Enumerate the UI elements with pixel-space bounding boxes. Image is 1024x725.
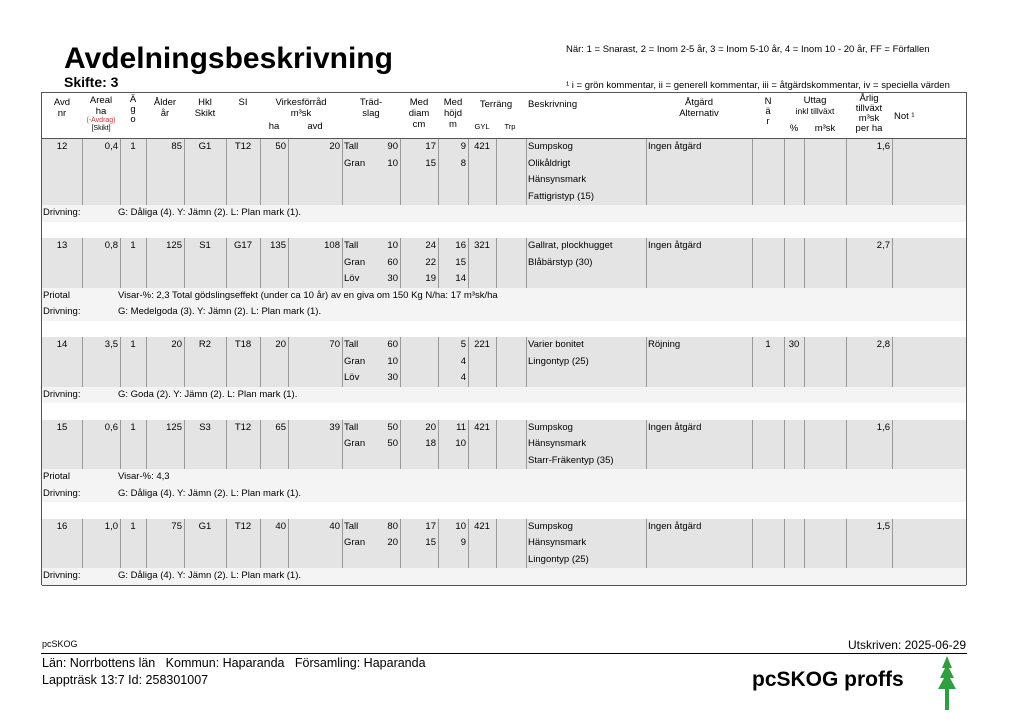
cell-tree-pct: 30: [387, 372, 398, 383]
cell-hkl: S3: [199, 421, 211, 433]
footer-property: Lappträsk 13:7 Id: 258301007: [42, 673, 209, 687]
row-note-text: G: Dåliga (4). Y: Jämn (2). L: Plan mark (1).: [118, 487, 302, 499]
column-divider: [892, 519, 893, 569]
page-title: Avdelningsbeskrivning: [64, 42, 393, 75]
cell-tree-species: Gran: [344, 537, 366, 548]
cell-vol-avd: 20: [329, 141, 340, 152]
column-divider: [752, 238, 753, 288]
hdr-arlig: Årlig: [859, 93, 879, 104]
cell-diam: 19: [425, 273, 436, 284]
cell-tree-pct: 10: [387, 157, 398, 169]
cell-description: Starr-Fräkentyp (35): [528, 454, 614, 466]
cell-height: 9: [460, 141, 466, 152]
column-divider: [342, 519, 343, 569]
cell-gyl: 421: [474, 520, 490, 532]
cell-atgard: Ingen åtgärd: [648, 141, 702, 152]
hdr-slag: slag: [362, 108, 380, 119]
cell-description: Hänsynsmark: [528, 537, 587, 548]
cell-tillvaxt: 2,8: [876, 339, 890, 350]
hdr-alternativ: Alternativ: [679, 108, 719, 119]
cell-vol-ha: 20: [275, 339, 286, 350]
cell-description: Lingontyp (25): [528, 355, 589, 367]
cell-hkl: G1: [198, 520, 212, 532]
legend-not: ¹ i = grön kommentar, ii = generell kommentar, iii = åtgärdskommentar, iv = speciella värden: [566, 80, 950, 91]
cell-description: Sumpskog: [528, 520, 573, 532]
cell-tree-pct: 10: [387, 240, 398, 251]
cell-height: 16: [455, 240, 466, 251]
hdr-perha: per ha: [855, 123, 883, 134]
cell-ago: 1: [130, 421, 136, 433]
cell-description: Lingontyp (25): [528, 553, 589, 565]
footer-printed: Utskriven: 2025-06-29: [847, 638, 966, 652]
cell-vol-avd: 108: [324, 240, 340, 251]
footer-location: Län: Norrbottens län Kommun: Haparanda Församling: Haparanda: [42, 656, 426, 670]
row-note-text: Visar-%: 4,3: [118, 471, 170, 482]
column-divider: [526, 238, 527, 288]
column-divider: [342, 337, 343, 387]
column-divider: [804, 337, 805, 387]
cell-description: Hänsynsmark: [528, 438, 587, 449]
row-note: [42, 205, 966, 222]
hdr-uttag: Uttag: [803, 95, 827, 106]
column-divider: [526, 337, 527, 387]
column-divider: [526, 420, 527, 470]
cell-tree-pct: 30: [387, 273, 398, 284]
cell-uttag-pct: 30: [788, 339, 800, 350]
cell-diam: 18: [425, 438, 436, 449]
cell-height: 8: [460, 157, 466, 169]
cell-nar: 1: [765, 339, 771, 350]
stand-table: [41, 92, 967, 585]
column-divider: [752, 420, 753, 470]
hdr-v-ha: ha: [268, 121, 280, 132]
hdr-m3sk: m³sk: [290, 108, 312, 119]
cell-tillvaxt: 1,6: [876, 141, 890, 152]
cell-atgard: Ingen åtgärd: [648, 240, 702, 251]
hdr-a-m3sk: m³sk: [858, 113, 880, 124]
cell-height: 5: [460, 339, 466, 350]
cell-diam: 17: [425, 520, 436, 532]
row-note: [42, 469, 966, 486]
cell-description: Olikåldrigt: [528, 157, 571, 169]
hdr-not: Not ¹: [894, 111, 915, 122]
hdr-beskrivning: Beskrivning: [528, 99, 578, 110]
cell-areal: 0,6: [104, 421, 118, 433]
hdr-atgard: Åtgärd: [685, 97, 713, 108]
cell-ago: 1: [130, 520, 136, 532]
page-subtitle: Skifte: 3: [64, 74, 119, 90]
cell-height: 4: [460, 372, 466, 383]
footer-rule: [41, 653, 967, 654]
cell-vol-avd: 70: [329, 339, 340, 350]
hdr-areal: Areal: [89, 95, 113, 106]
cell-alder: 75: [171, 520, 182, 532]
cell-height: 14: [455, 273, 466, 284]
row-note: [42, 387, 966, 404]
column-divider: [892, 139, 893, 205]
cell-height: 9: [460, 537, 466, 548]
table-end-rule: [42, 585, 966, 586]
row-note-label: Drivning:: [43, 207, 81, 218]
cell-vol-ha: 65: [275, 421, 286, 433]
hdr-ha: ha: [95, 106, 107, 117]
column-divider: [646, 337, 647, 387]
cell-tree-species: Tall: [344, 421, 359, 433]
row-note-label: Drivning:: [43, 388, 81, 400]
column-divider: [496, 139, 497, 205]
column-divider: [804, 420, 805, 470]
column-divider: [784, 420, 785, 470]
hdr-skikt-small: [Skikt]: [91, 125, 111, 132]
cell-tillvaxt: 1,5: [876, 520, 890, 532]
hdr-cm: cm: [412, 119, 426, 130]
hdr-inkl: inkl tillväxt: [795, 106, 835, 116]
cell-tree-pct: 20: [387, 537, 398, 548]
cell-description: Sumpskog: [528, 141, 573, 152]
column-divider: [496, 420, 497, 470]
cell-atgard: Ingen åtgärd: [648, 421, 702, 433]
column-divider: [804, 519, 805, 569]
column-divider: [804, 139, 805, 205]
cell-si: T18: [234, 339, 252, 350]
cell-hkl: R2: [198, 339, 212, 350]
cell-avd: 12: [56, 141, 68, 152]
row-note: [42, 304, 966, 321]
cell-hkl: S1: [199, 240, 211, 251]
cell-gyl: 421: [474, 141, 490, 152]
hdr-hojd: höjd: [444, 108, 462, 119]
column-divider: [400, 337, 401, 387]
column-divider: [342, 139, 343, 205]
cell-description: Hänsynsmark: [528, 174, 587, 185]
cell-tree-pct: 10: [387, 355, 398, 367]
cell-tree-pct: 50: [387, 421, 398, 433]
hdr-virke: Virkesförråd: [275, 97, 327, 108]
row-note-label: Priotal: [43, 471, 70, 482]
cell-areal: 0,8: [104, 240, 118, 251]
row-note-label: Drivning:: [43, 487, 81, 499]
hdr-nr: nr: [57, 108, 67, 119]
cell-height: 10: [455, 438, 466, 449]
column-divider: [646, 420, 647, 470]
row-note: [42, 288, 966, 305]
cell-tillvaxt: 1,6: [876, 421, 890, 433]
cell-diam: 20: [425, 421, 436, 433]
cell-diam: 22: [425, 256, 436, 268]
cell-avd: 16: [56, 520, 68, 532]
cell-description: Blåbärstyp (30): [528, 256, 593, 268]
cell-alder: 20: [171, 339, 182, 350]
row-note-text: Visar-%: 2,3 Total gödslingseffekt (under ca 10 år) av en giva om 150 Kg N/ha: 17 m³sk/ha: [118, 289, 498, 301]
cell-si: T12: [234, 520, 252, 532]
cell-areal: 1,0: [104, 520, 118, 532]
cell-description: Varier bonitet: [528, 339, 584, 350]
cell-tree-species: Gran: [344, 355, 366, 367]
cell-areal: 3,5: [104, 339, 118, 350]
cell-tree-species: Löv: [344, 372, 360, 383]
cell-si: G17: [234, 240, 252, 251]
row-note: [42, 486, 966, 503]
column-divider: [496, 238, 497, 288]
hdr-tillvaxt: tillväxt: [855, 103, 883, 114]
hdr-diam: diam: [408, 108, 430, 119]
column-divider: [646, 238, 647, 288]
column-divider: [526, 139, 527, 205]
row-note-label: Drivning:: [43, 306, 81, 317]
cell-alder: 85: [171, 141, 182, 152]
hdr-gyl: GYL: [474, 122, 490, 131]
cell-avd: 15: [56, 421, 68, 433]
hdr-meddiam: Med: [409, 97, 429, 108]
column-divider: [496, 337, 497, 387]
cell-vol-avd: 39: [329, 421, 340, 433]
cell-ago: 1: [130, 141, 136, 152]
cell-height: 4: [460, 355, 466, 367]
cell-vol-ha: 50: [275, 141, 286, 152]
cell-tree-species: Tall: [344, 339, 359, 350]
cell-tree-species: Löv: [344, 273, 360, 284]
brand-name: pcSKOG proffs: [752, 668, 904, 691]
cell-si: T12: [234, 421, 252, 433]
hdr-avdrag: (-Avdrag): [86, 117, 116, 124]
column-divider: [892, 238, 893, 288]
cell-vol-ha: 135: [270, 240, 286, 251]
cell-tree-species: Tall: [344, 520, 359, 532]
cell-tree-species: Tall: [344, 141, 359, 152]
column-divider: [342, 420, 343, 470]
column-divider: [892, 337, 893, 387]
cell-alder: 125: [166, 421, 182, 433]
hdr-v-avd: avd: [307, 121, 323, 132]
column-divider: [342, 238, 343, 288]
tree-icon: [936, 656, 958, 710]
column-divider: [892, 420, 893, 470]
row-note-text: G: Goda (2). Y: Jämn (2). L: Plan mark (1).: [118, 388, 298, 400]
hdr-pct: %: [789, 123, 799, 134]
footer-app: pcSKOG: [42, 639, 78, 649]
cell-tree-species: Gran: [344, 157, 366, 169]
column-divider: [646, 139, 647, 205]
hdr-ar: år: [160, 108, 170, 119]
row-note-text: G: Dåliga (4). Y: Jämn (2). L: Plan mark (1).: [118, 570, 302, 581]
cell-gyl: 421: [474, 421, 490, 433]
cell-atgard: Röjning: [648, 339, 681, 350]
cell-ago: 1: [130, 339, 136, 350]
column-divider: [752, 519, 753, 569]
cell-description: Fattigristyp (15): [528, 190, 594, 202]
cell-description: Gallrat, plockhugget: [528, 240, 613, 251]
row-note-text: G: Dåliga (4). Y: Jämn (2). L: Plan mark (1).: [118, 207, 302, 218]
cell-diam: 17: [425, 141, 436, 152]
column-divider: [496, 519, 497, 569]
column-divider: [784, 139, 785, 205]
cell-tree-species: Gran: [344, 438, 366, 449]
hdr-nar: N ä r: [764, 96, 772, 127]
cell-areal: 0,4: [104, 141, 118, 152]
row-note-text: G: Medelgoda (3). Y: Jämn (2). L: Plan mark (1).: [118, 306, 322, 317]
cell-tree-species: Tall: [344, 240, 359, 251]
cell-diam: 15: [425, 537, 436, 548]
cell-tillvaxt: 2,7: [876, 240, 890, 251]
cell-atgard: Ingen åtgärd: [648, 520, 702, 532]
cell-tree-pct: 90: [387, 141, 398, 152]
hdr-trp: Trp: [504, 122, 516, 131]
cell-vol-avd: 40: [329, 520, 340, 532]
cell-tree-pct: 50: [387, 438, 398, 449]
hdr-m: m: [449, 119, 457, 130]
hdr-ago: Ä g o: [129, 94, 137, 125]
hdr-terrang: Terräng: [479, 99, 513, 110]
cell-tree-pct: 60: [387, 256, 398, 268]
row-note-label: Drivning:: [43, 570, 81, 581]
cell-height: 15: [455, 256, 466, 268]
cell-height: 11: [456, 421, 466, 433]
cell-height: 10: [455, 520, 466, 532]
cell-gyl: 321: [474, 240, 490, 251]
cell-vol-ha: 40: [275, 520, 286, 532]
hdr-alder: Ålder: [153, 97, 177, 108]
cell-alder: 125: [166, 240, 182, 251]
cell-hkl: G1: [198, 141, 212, 152]
cell-si: T12: [234, 141, 252, 152]
hdr-si: SI: [238, 97, 248, 108]
column-divider: [526, 519, 527, 569]
cell-tree-pct: 60: [387, 339, 398, 350]
hdr-trad: Träd-: [359, 97, 383, 108]
column-divider: [784, 238, 785, 288]
row-note: [42, 568, 966, 585]
table-header: [42, 93, 966, 139]
hdr-u-m3sk: m³sk: [814, 123, 836, 134]
cell-diam: 15: [425, 157, 436, 169]
cell-ago: 1: [130, 240, 136, 251]
cell-tree-pct: 80: [387, 520, 398, 532]
cell-tree-species: Gran: [344, 256, 366, 268]
cell-description: Sumpskog: [528, 421, 573, 433]
hdr-avd: Avd: [53, 97, 71, 108]
column-divider: [752, 139, 753, 205]
hdr-hkl: Hkl: [198, 97, 212, 108]
cell-avd: 14: [56, 339, 68, 350]
hdr-medhojd: Med: [443, 97, 463, 108]
column-divider: [784, 519, 785, 569]
legend-nar: När: 1 = Snarast, 2 = Inom 2-5 år, 3 = Inom 5-10 år, 4 = Inom 10 - 20 år, FF = Förfallen: [566, 44, 930, 55]
cell-diam: 24: [425, 240, 436, 251]
cell-gyl: 221: [474, 339, 490, 350]
column-divider: [804, 238, 805, 288]
row-note-label: Priotal: [43, 289, 70, 301]
column-divider: [646, 519, 647, 569]
hdr-skikt: Skikt: [194, 108, 216, 119]
cell-avd: 13: [56, 240, 68, 251]
